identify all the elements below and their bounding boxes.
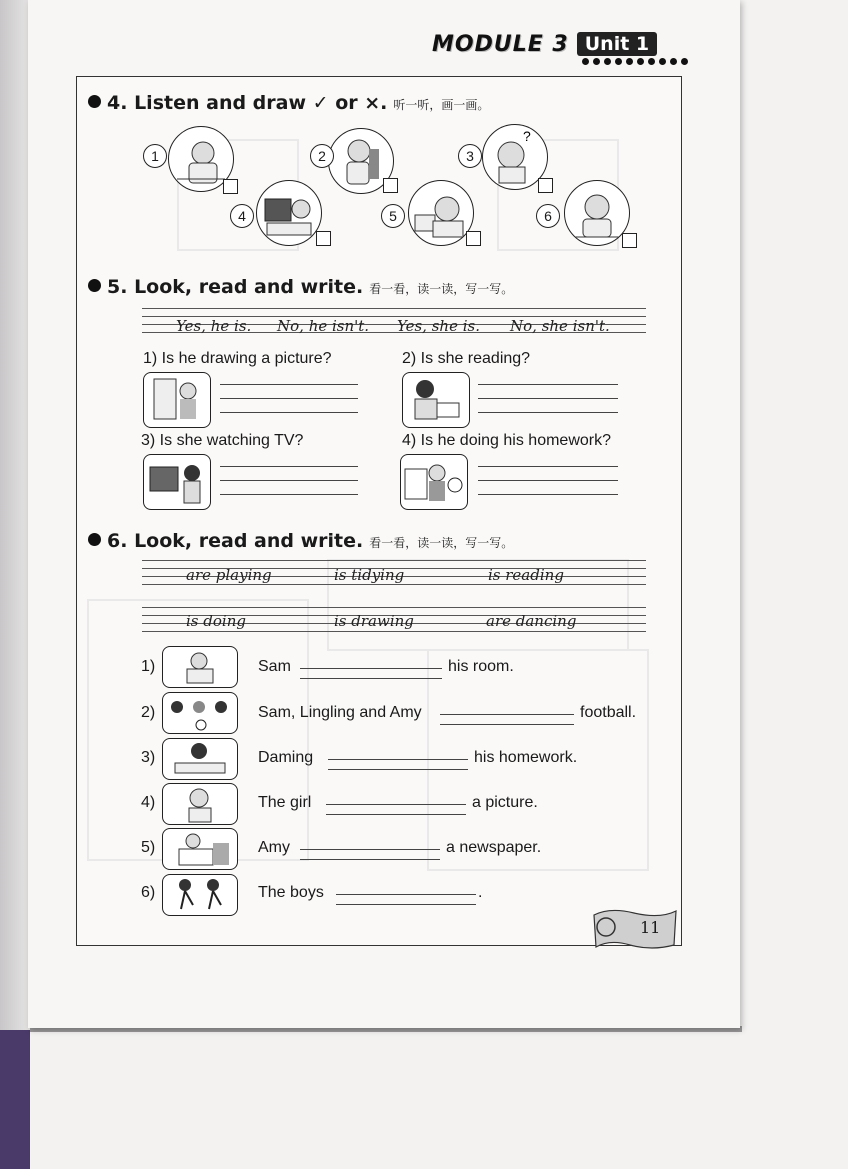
section4-number: 4.: [107, 92, 128, 114]
answer-option-2: No, he isn't.: [277, 317, 370, 335]
answer-line-3a[interactable]: [220, 466, 358, 467]
answer-option-4: No, she isn't.: [510, 317, 610, 335]
row-number: 3): [141, 749, 156, 766]
row-subject: The girl: [258, 794, 312, 811]
question-2-picture: [402, 372, 470, 428]
row-ending: his room.: [448, 658, 514, 675]
answer-box-4[interactable]: [316, 231, 331, 246]
row-number: 2): [141, 704, 156, 721]
row-answer-blank[interactable]: [326, 804, 466, 824]
item-number-3: 3: [458, 144, 482, 168]
section6-title: 6. Look, read and write. 看一看，读一读，写一写。: [88, 530, 513, 552]
listen-picture-6: [564, 180, 630, 246]
check-icon: ✓: [312, 92, 329, 114]
row-subject: Daming: [258, 749, 314, 766]
page-number-banner: [590, 905, 678, 951]
section4-heading: Listen and draw: [134, 92, 307, 114]
row-ending: football.: [580, 704, 637, 721]
answer-option-3: Yes, she is.: [397, 317, 480, 335]
section4-title: [88, 92, 489, 114]
answer-line-1a[interactable]: [220, 384, 358, 385]
answer-box-6[interactable]: [622, 233, 637, 248]
word-bank-2: is tidying: [334, 566, 405, 584]
section6-chinese: 看一看，读一读，写一写。: [369, 536, 514, 550]
answer-line-3b[interactable]: [220, 480, 358, 481]
answer-box-3[interactable]: [538, 178, 553, 193]
answer-box-5[interactable]: [466, 231, 481, 246]
bullet-icon: [88, 533, 101, 546]
row-ending: his homework.: [474, 749, 578, 766]
section5-heading: Look, read and write.: [134, 276, 364, 298]
row-ending: a newspaper.: [446, 839, 542, 856]
row-answer-blank[interactable]: [336, 894, 476, 914]
answer-line-1b[interactable]: [220, 398, 358, 399]
answer-option-1: Yes, he is.: [176, 317, 252, 335]
word-bank-6: are dancing: [486, 612, 577, 630]
row-5-picture: [162, 828, 238, 870]
cross-icon: ×.: [364, 92, 388, 114]
item-number-6: 6: [536, 204, 560, 228]
answer-line-4b[interactable]: [478, 480, 618, 481]
question-4: 4) Is he doing his homework?: [402, 432, 611, 449]
section5-title: 5. Look, read and write. 看一看，读一读，写一写。: [88, 276, 513, 298]
item-number-1: 1: [143, 144, 167, 168]
question-1-picture: [143, 372, 211, 428]
section6-heading: Look, read and write.: [134, 530, 364, 552]
row-answer-blank[interactable]: [440, 714, 574, 734]
row-subject: Sam, Lingling and Amy: [258, 704, 422, 721]
header-dots: [582, 58, 688, 65]
row-number: 1): [141, 658, 156, 675]
row-ending: .: [478, 884, 483, 901]
row-answer-blank[interactable]: [300, 668, 442, 688]
listen-picture-5: [408, 180, 474, 246]
word-bank-5: is drawing: [334, 612, 414, 630]
question-2: 2) Is she reading?: [402, 350, 531, 367]
row-1-picture: [162, 646, 238, 688]
answer-line-2c[interactable]: [478, 412, 618, 413]
row-subject: The boys: [258, 884, 324, 901]
module-header: [432, 32, 657, 56]
row-subject: Sam: [258, 658, 291, 675]
section5-chinese: 看一看，读一读，写一写。: [369, 282, 514, 296]
answer-line-4a[interactable]: [478, 466, 618, 467]
word-bank-3: is reading: [488, 566, 564, 584]
question-1: 1) Is he drawing a picture?: [143, 350, 332, 367]
binding-edge: [0, 0, 30, 1040]
answer-line-3c[interactable]: [220, 494, 358, 495]
word-bank-4: is doing: [186, 612, 246, 630]
row-3-picture: [162, 738, 238, 780]
word-bank-1: are playing: [186, 566, 272, 584]
question-4-picture: [400, 454, 468, 510]
or-word: or: [335, 92, 358, 114]
answer-line-2b[interactable]: [478, 398, 618, 399]
bullet-icon: [88, 95, 101, 108]
desk-background: [0, 1030, 30, 1169]
answer-box-2[interactable]: [383, 178, 398, 193]
row-number: 6): [141, 884, 156, 901]
row-4-picture: [162, 783, 238, 825]
row-answer-blank[interactable]: [300, 849, 440, 869]
unit-badge: Unit 1: [577, 32, 657, 56]
module-title: MODULE 3: [432, 31, 569, 57]
answer-line-4c[interactable]: [478, 494, 618, 495]
section4-chinese: 听一听，画一画。: [393, 98, 490, 112]
item-number-4: 4: [230, 204, 254, 228]
row-number: 5): [141, 839, 156, 856]
item-number-2: 2: [310, 144, 334, 168]
row-number: 4): [141, 794, 156, 811]
row-subject: Amy: [258, 839, 290, 856]
answer-line-1c[interactable]: [220, 412, 358, 413]
row-6-picture: [162, 874, 238, 916]
bullet-icon: [88, 279, 101, 292]
listen-picture-4: [256, 180, 322, 246]
row-2-picture: [162, 692, 238, 734]
item-number-5: 5: [381, 204, 405, 228]
row-answer-blank[interactable]: [328, 759, 468, 779]
answer-box-1[interactable]: [223, 179, 238, 194]
row-ending: a picture.: [472, 794, 538, 811]
question-3: 3) Is she watching TV?: [141, 432, 304, 449]
question-3-picture: [143, 454, 211, 510]
svg-text:?: ?: [523, 128, 531, 144]
page-number: 11: [640, 918, 661, 937]
answer-line-2a[interactable]: [478, 384, 618, 385]
